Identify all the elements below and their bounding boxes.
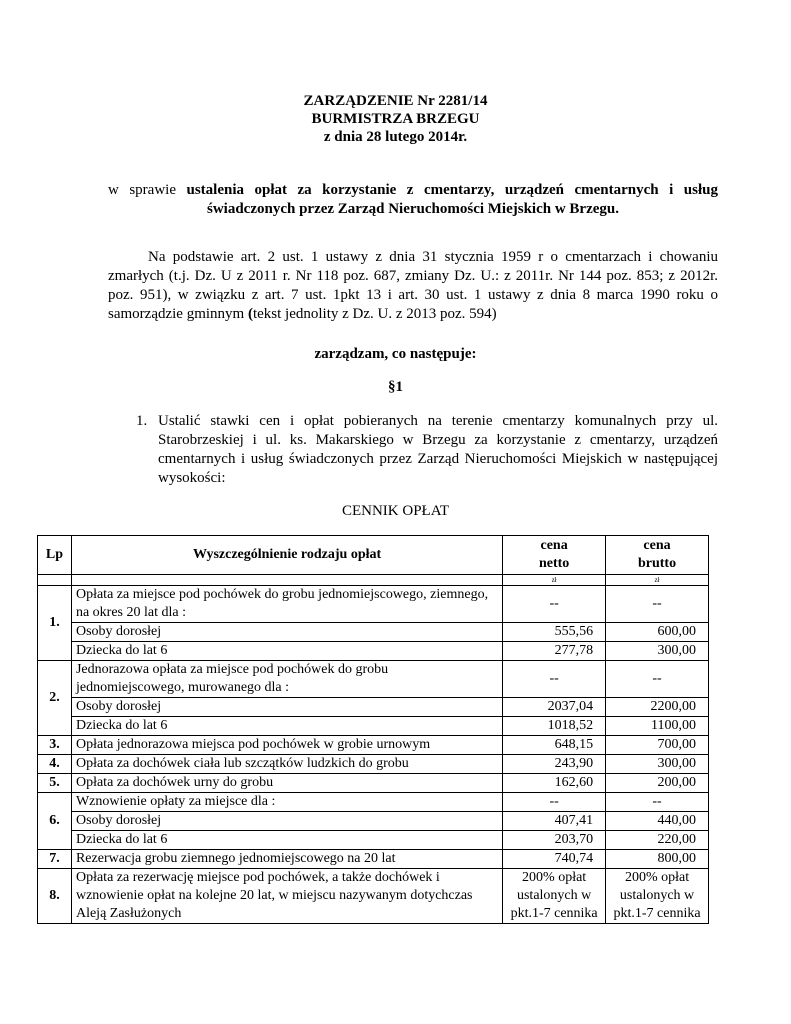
point-number: 1. <box>136 413 148 429</box>
table-row <box>38 717 709 736</box>
table-row <box>38 623 709 642</box>
row-net: -- <box>503 586 606 623</box>
row-description: Wznowienie opłaty za miejsce dla : <box>71 793 502 812</box>
table-row <box>38 774 709 793</box>
row-gross: 1100,00 <box>606 717 709 736</box>
units-empty-desc <box>71 575 502 586</box>
ordinance-number: ZARZĄDZENIE Nr 2281/14 <box>303 93 488 109</box>
row-net: 555,56 <box>503 623 606 642</box>
row-description: Osoby dorosłej <box>71 812 502 831</box>
table-row <box>38 869 709 924</box>
header-gross-price <box>606 536 709 575</box>
table-row <box>38 698 709 717</box>
row-gross: -- <box>606 793 709 812</box>
paragraph-symbol: §1 <box>388 379 403 395</box>
row-gross: 300,00 <box>606 642 709 661</box>
decree-order: zarządzam, co następuje: <box>314 346 477 362</box>
unit-net: zł <box>503 575 606 586</box>
row-number: 8. <box>38 869 72 924</box>
units-row <box>38 575 709 586</box>
row-number: 3. <box>38 736 72 755</box>
row-number: 5. <box>38 774 72 793</box>
table-row <box>38 586 709 623</box>
subject-text: ustalenia opłat za korzystanie z cmentarzy, urządzeń cmentarnych i usług świadczonych przez Zarząd Nieruchomości Miejskich w Brzegu. <box>186 182 718 217</box>
legal-basis <box>108 248 718 324</box>
table-row <box>38 736 709 755</box>
header-net-line1: cena <box>540 538 568 553</box>
row-description: Osoby dorosłej <box>71 623 502 642</box>
row-net: 2037,04 <box>503 698 606 717</box>
table-row <box>38 755 709 774</box>
row-description: Opłata za dochówek urny do grobu <box>71 774 502 793</box>
unit-gross: zł <box>606 575 709 586</box>
ordinance-subject <box>108 181 718 219</box>
legal-basis-text-end: tekst jednolity z Dz. U. z 2013 poz. 594) <box>252 306 497 322</box>
row-net: 1018,52 <box>503 717 606 736</box>
table-row <box>38 831 709 850</box>
row-net: -- <box>503 793 606 812</box>
row-description: Opłata jednorazowa miejsca pod pochówek w grobie urnowym <box>71 736 502 755</box>
row-net: 243,90 <box>503 755 606 774</box>
row-gross: -- <box>606 586 709 623</box>
ordinance-date: z dnia 28 lutego 2014r. <box>323 129 468 145</box>
point-text: Ustalić stawki cen i opłat pobieranych na terenie cmentarzy komunalnych przy ul. Starobrzeskiej i ul. ks. Makarskiego w Brzegu za korzystanie z cmentarzy, urządzeń cmentarnych i usług świadczonych przez Zarząd Nieruchomości Miejskich w następującej wysokości: <box>158 413 718 486</box>
row-net: 407,41 <box>503 812 606 831</box>
price-list-title: CENNIK OPŁAT <box>341 503 450 519</box>
table-row <box>38 793 709 812</box>
table-row <box>38 642 709 661</box>
row-net: 203,70 <box>503 831 606 850</box>
document-heading <box>0 92 791 146</box>
legal-basis-text: Na podstawie art. 2 ust. 1 ustawy z dnia 31 stycznia 1959 r o cmentarzach i chowaniu zmarłych (t.j. Dz. U z 2011 r. Nr 118 poz. 687, zmiany Dz. U.: z 2011r. Nr 144 poz. 853; z 2012r. poz. 951), w związku z art. 7 ust. 1pkt 13 i art. 30 ust. 1 ustawy z dnia 8 marca 1990 roku o samorządzie gminnym <box>108 249 718 322</box>
table-row <box>38 661 709 698</box>
row-description: Opłata za dochówek ciała lub szczątków ludzkich do grobu <box>71 755 502 774</box>
row-gross: 200,00 <box>606 774 709 793</box>
row-net: 200% opłat ustalonych w pkt.1-7 cennika <box>503 869 606 924</box>
row-description: Rezerwacja grobu ziemnego jednomiejscowego na 20 lat <box>71 850 502 869</box>
row-description: Opłata za rezerwację miejsce pod pochówek, a także dochówek i wznowienie opłat na kolejne 20 lat, w miejscu nazywanym dotychczas Aleją Zasłużonych <box>71 869 502 924</box>
row-net: 740,74 <box>503 850 606 869</box>
legal-basis-paren: ( <box>247 306 253 322</box>
table-row <box>38 850 709 869</box>
row-gross: 300,00 <box>606 755 709 774</box>
row-net: 162,60 <box>503 774 606 793</box>
row-net: 277,78 <box>503 642 606 661</box>
row-number: 4. <box>38 755 72 774</box>
table-header-row <box>38 536 709 575</box>
subject-prefix: w sprawie <box>108 182 176 198</box>
row-description: Dziecka do lat 6 <box>71 831 502 850</box>
header-gross-line1: cena <box>643 538 671 553</box>
issuer: BURMISTRZA BRZEGU <box>311 111 480 127</box>
row-net: -- <box>503 661 606 698</box>
header-gross-line2: brutto <box>637 556 677 571</box>
header-lp: Lp <box>38 536 72 575</box>
row-gross: 700,00 <box>606 736 709 755</box>
row-description: Dziecka do lat 6 <box>71 717 502 736</box>
header-description: Wyszczególnienie rodzaju opłat <box>71 536 502 575</box>
row-description: Jednorazowa opłata za miejsce pod pochówek do grobu jednomiejscowego, murowanego dla : <box>71 661 502 698</box>
row-gross: 2200,00 <box>606 698 709 717</box>
table-row <box>38 812 709 831</box>
row-gross: 600,00 <box>606 623 709 642</box>
row-gross: 220,00 <box>606 831 709 850</box>
header-net-price <box>503 536 606 575</box>
row-gross: -- <box>606 661 709 698</box>
row-number: 2. <box>38 661 72 736</box>
row-net: 648,15 <box>503 736 606 755</box>
units-empty-lp <box>38 575 72 586</box>
row-gross: 440,00 <box>606 812 709 831</box>
row-gross: 800,00 <box>606 850 709 869</box>
row-number: 1. <box>38 586 72 661</box>
row-description: Osoby dorosłej <box>71 698 502 717</box>
row-description: Opłata za miejsce pod pochówek do grobu jednomiejscowego, ziemnego, na okres 20 lat dla : <box>71 586 502 623</box>
row-number: 7. <box>38 850 72 869</box>
price-list-table <box>37 535 709 924</box>
header-net-line2: netto <box>538 556 570 571</box>
row-description: Dziecka do lat 6 <box>71 642 502 661</box>
row-number: 6. <box>38 793 72 850</box>
row-gross: 200% opłat ustalonych w pkt.1-7 cennika <box>606 869 709 924</box>
